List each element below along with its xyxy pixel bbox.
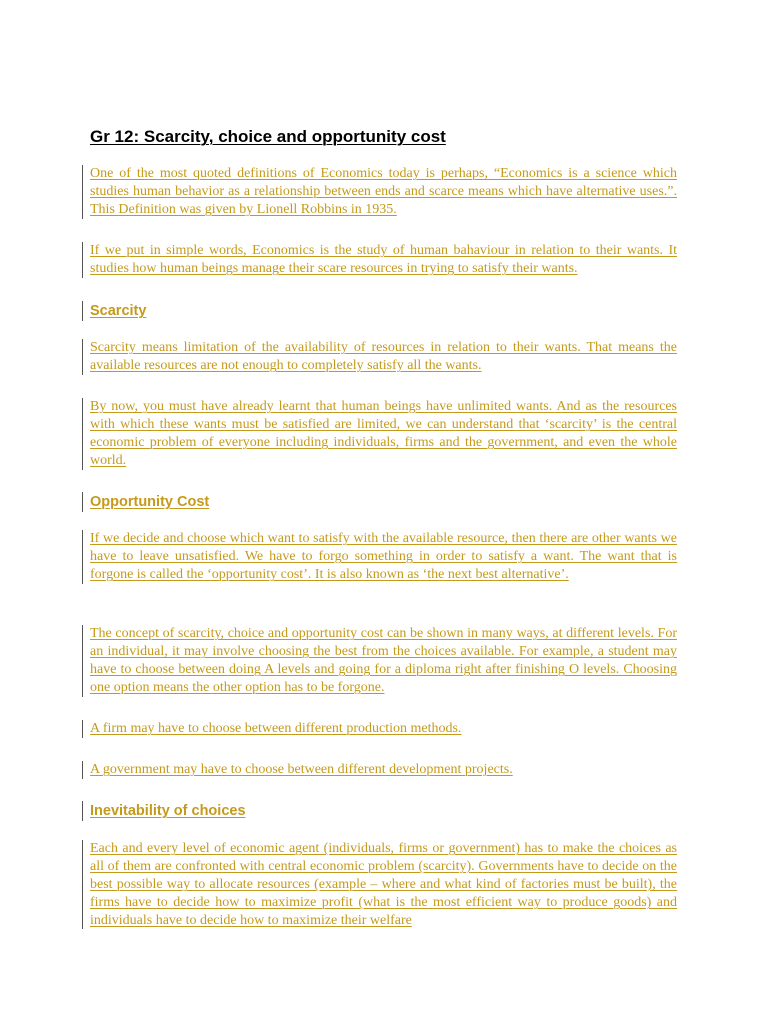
paragraph-block-firm-choice — [82, 720, 677, 738]
page-title: Gr 12: Scarcity, choice and opportunity cost — [90, 127, 446, 146]
section-heading-opportunity-cost: Opportunity Cost — [90, 494, 210, 510]
paragraph-block-economic-agents — [82, 840, 677, 929]
paragraph-definition: One of the most quoted definitions of Economics today is perhaps, “Economics is a science which studies human behavior as a relationship between ends and scarce means which have alternative uses.”. This Definition was given by Lionell Robbins in 1935. — [90, 166, 677, 217]
paragraph-scarcity-meaning: Scarcity means limitation of the availability of resources in relation to their wants. That means the available resources are not enough to completely satisfy all the wants. — [90, 340, 677, 373]
section-heading-inevitability: Inevitability of choices — [90, 803, 246, 819]
paragraph-block-concept-levels — [82, 625, 677, 697]
paragraph-concept-levels: The concept of scarcity, choice and opportunity cost can be shown in many ways, at different levels. For an individual, it may involve choosing the best from the choices available. For example, a student may have to choose between doing A levels and going for a diploma right after finishing O levels. Choosing one option means the other option has to be forgone. — [90, 626, 677, 695]
paragraph-block-simple-words — [82, 242, 677, 278]
paragraph-simple-words: If we put in simple words, Economics is the study of human bahaviour in relation to their wants. It studies how human beings manage their scare resources in trying to satisfy their wants. — [90, 243, 677, 276]
paragraph-government-choice: A government may have to choose between different development projects. — [90, 762, 513, 777]
paragraph-block-unlimited-wants — [82, 398, 677, 470]
paragraph-block-scarcity-meaning — [82, 339, 677, 375]
paragraph-block-definition — [82, 165, 677, 219]
paragraph-block-government-choice — [82, 761, 677, 779]
heading-block-inevitability — [82, 801, 677, 821]
paragraph-unlimited-wants: By now, you must have already learnt that human beings have unlimited wants. And as the resources with which these wants must be satisfied are limited, we can understand that ‘scarcity’ is the central economic problem of everyone including individuals, firms and the government, and even the whole world. — [90, 399, 677, 468]
paragraph-forgo-want: If we decide and choose which want to satisfy with the available resource, then there are other wants we have to leave unsatisfied. We have to forgo something in order to satisfy a want. The want that is forgone is called the ‘opportunity cost’. It is also known as ‘the next best alternative’. — [90, 531, 677, 582]
heading-block-opportunity-cost — [82, 492, 677, 512]
heading-block-scarcity — [82, 301, 677, 321]
paragraph-economic-agents: Each and every level of economic agent (individuals, firms or government) has to make the choices as all of them are confronted with central economic problem (scarcity). Governments have to decide on the best possible way to allocate resources (example – where and what kind of factories must be built), the firms have to decide how to maximize profit (what is the most efficient way to produce goods) and individuals have to decide how to maximize their welfare — [90, 841, 677, 928]
paragraph-block-forgo-want — [82, 530, 677, 584]
section-heading-scarcity: Scarcity — [90, 303, 147, 319]
paragraph-firm-choice: A firm may have to choose between different production methods. — [90, 721, 462, 736]
